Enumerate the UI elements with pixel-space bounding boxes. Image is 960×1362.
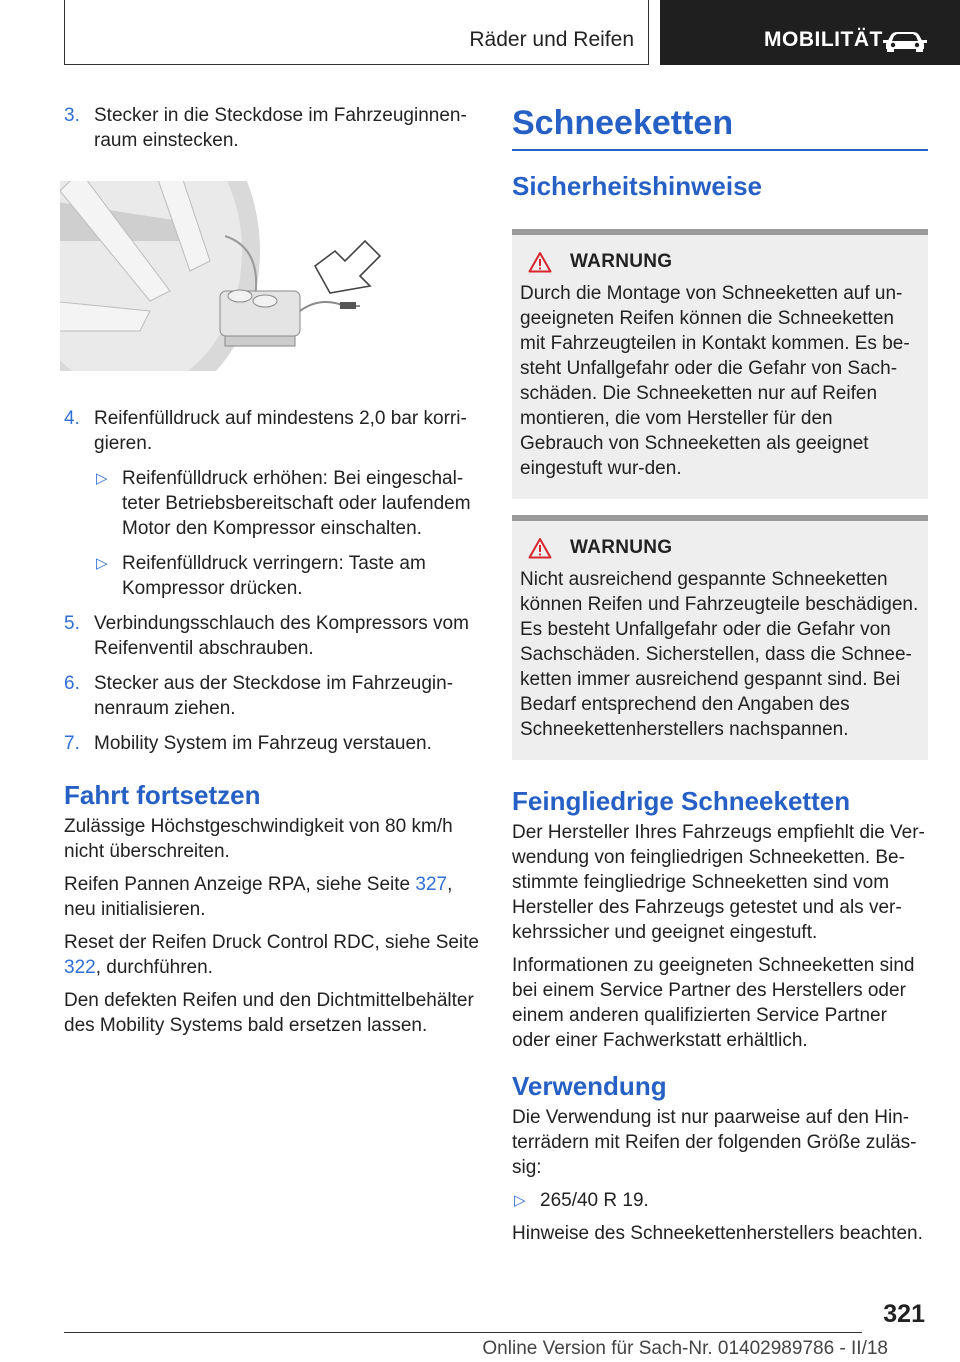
step-3 (64, 103, 484, 153)
page-title: Schneeketten (512, 104, 734, 142)
step-number: 3. (64, 105, 80, 126)
triangle-right-icon: ▷ (96, 555, 108, 572)
step-number: 7. (64, 733, 80, 754)
fahrt-paragraph-1: Zulässige Höchstgeschwindigkeit von 80 km/h nicht überschreiten. (64, 816, 453, 862)
page-number: 321 (883, 1300, 925, 1328)
bullet-text: Reifenfülldruck verringern: Taste am Kompressor drücken. (122, 553, 426, 599)
warning-title (528, 537, 920, 559)
left-column (64, 103, 484, 1038)
title-rule (512, 149, 928, 151)
fahrt-paragraph-4: Den defekten Reifen und den Dichtmittelbehälter des Mobility Systems bald ersetzen lassen. (64, 990, 474, 1036)
fahrt-paragraph-3 (64, 930, 484, 980)
warning-text: Nicht ausreichend gespannte Schneeketten können Reifen und Fahrzeugteile beschädigen. Es besteht Unfallgefahr oder die Gefahr von Sachschäden. Sicherstellen, dass die Schnee-ketten immer ausreichend gespannt sind. Bei Bedarf entsprechend den Angaben des Schneekettenherstellers nachspannen. (520, 568, 919, 740)
verwendung-heading: Verwendung (512, 1070, 667, 1101)
compressor-illustration (60, 181, 480, 371)
page-link-327[interactable]: 327 (415, 874, 448, 895)
triangle-right-icon: ▷ (514, 1191, 526, 1209)
verwendung-paragraph-1: Die Verwendung ist nur paarweise auf den Hin-terrädern mit Reifen der folgenden Größe zuläs-sig: (512, 1106, 917, 1178)
fahrt-heading: Fahrt fortsetzen (64, 780, 261, 810)
verwendung-paragraph-2: Hinweise des Schneekettenherstellers beachten. (512, 1222, 923, 1244)
bullet-text: Reifenfülldruck erhöhen: Bei eingeschal-teter Betriebsbereitschaft oder laufendem Motor den Kompressor einschalten. (122, 468, 471, 539)
step-6 (64, 671, 484, 721)
warning-box-2 (512, 515, 928, 760)
step-number: 4. (64, 408, 80, 429)
step-number: 6. (64, 673, 80, 694)
step-4-bullets (94, 466, 484, 601)
warning-box-1 (512, 229, 928, 499)
step-5 (64, 611, 484, 661)
step-7 (64, 731, 484, 756)
warning-label: WARNUNG (570, 250, 673, 272)
step-4 (64, 406, 484, 601)
safety-heading: Sicherheitshinweise (512, 170, 762, 201)
step-text: Verbindungsschlauch des Kompressors vom Reifenventil abschrauben. (94, 613, 469, 659)
bullet-text: 265/40 R 19. (540, 1189, 649, 1211)
step-text: Mobility System im Fahrzeug verstauen. (94, 733, 432, 754)
text: , neu initialisieren. (64, 874, 453, 920)
header-section-tab (64, 0, 649, 65)
fein-paragraph-1: Der Hersteller Ihres Fahrzeugs empfiehlt die Ver-wendung von feingliedrigen Schneeketten. Be-stimmte feingliedrige Schneeketten sind vom Hersteller des Fahrzeugs getestet und als ver-kehrssicher und geeignet eingestuft. (512, 821, 925, 943)
text: , durchführen. (95, 957, 213, 978)
steps-list-b (64, 406, 484, 756)
header-section-label: Räder und Reifen (469, 28, 634, 51)
warning-title (528, 251, 920, 273)
triangle-right-icon: ▷ (96, 470, 108, 487)
step-text: Stecker in die Steckdose im Fahrzeuginnen-raum einstecken. (94, 105, 467, 151)
verwendung-bullets (512, 1188, 928, 1213)
footer-rule (64, 1332, 862, 1333)
header-chapter-label: MOBILITÄT (764, 28, 883, 51)
bullet-item (94, 466, 484, 541)
fein-paragraph-2: Informationen zu geeigneten Schneeketten sind bei einem Service Partner des Herstellers oder einem anderen qualifizierten Service Partner oder einer Fachwerkstatt erhältlich. (512, 954, 915, 1051)
right-column (512, 103, 928, 1246)
warning-triangle-icon (528, 537, 552, 559)
fein-heading: Feingliedrige Schneeketten (512, 785, 851, 816)
footer-text: Online Version für Sach-Nr. 01402989786 - II/18 (482, 1338, 888, 1359)
text: Reset der Reifen Druck Control RDC, siehe Seite (64, 932, 480, 953)
header-chapter-tab (660, 0, 960, 65)
bullet-item (94, 551, 484, 601)
step-text: Reifenfülldruck auf mindestens 2,0 bar korri-gieren. (94, 408, 467, 454)
warning-triangle-icon (528, 251, 552, 273)
bullet-item (512, 1188, 928, 1213)
page-link-322[interactable]: 322 (64, 957, 96, 978)
step-number: 5. (64, 613, 80, 634)
warning-label: WARNUNG (570, 536, 673, 558)
fahrt-paragraph-2 (64, 872, 484, 922)
steps-list-a (64, 103, 484, 153)
warning-text: Durch die Montage von Schneeketten auf un-geeigneten Reifen können die Schneeketten mit Fahrzeugteilen in Kontakt kommen. Es be-steht Unfallgefahr oder die Gefahr von Sach-schäden. Die Schneeketten nur auf Reifen montieren, die vom Hersteller für den Gebrauch von Schneeketten als geeignet eingestuft wur-den. (520, 282, 910, 479)
step-text: Stecker aus der Steckdose im Fahrzeugin-nenraum ziehen. (94, 673, 454, 719)
text: Reifen Pannen Anzeige RPA, siehe Seite (64, 874, 416, 895)
car-icon (882, 30, 928, 52)
